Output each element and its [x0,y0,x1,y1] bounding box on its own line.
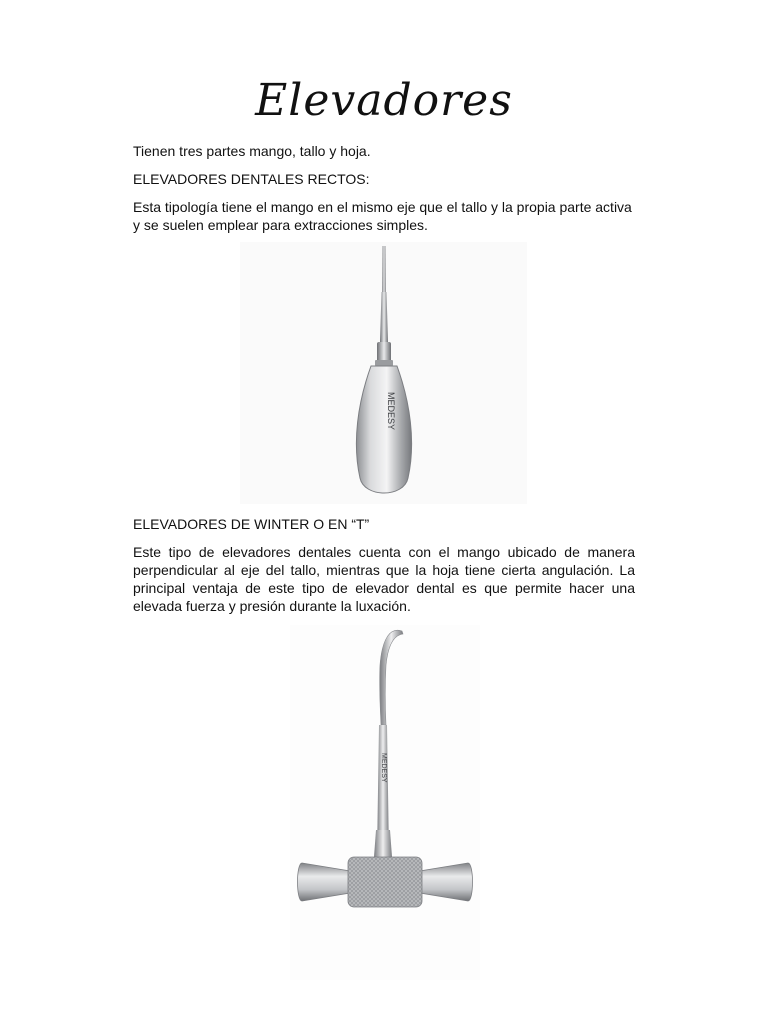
section-body-winter: Este tipo de elevadores dentales cuenta con el mango ubicado de manera perpendicular al eje del tallo, mientras que la hoja tiene cierta angulación. La principal ventaja de este tipo de elevador dental es que permite hacer una elevada fuerza y presión durante la luxación. [133,544,635,614]
t-elevator-image [290,625,480,980]
section-heading-winter: ELEVADORES DE WINTER O EN “T” [133,516,370,532]
t-elevator-engraving: MEDESY [380,753,387,783]
section-body-rectos: Esta tipología tiene el mango en el mismo eje que el tallo y la propia parte activa y se suelen emplear para extracciones simples. [133,199,632,233]
straight-elevator-icon [240,242,527,504]
page-title: Elevadores [255,75,513,126]
straight-elevator-engraving: MEDESY [386,392,396,431]
section-heading-rectos: ELEVADORES DENTALES RECTOS: [133,171,370,187]
straight-elevator-image [240,242,527,504]
t-elevator-icon [290,625,480,980]
intro-paragraph: Tienen tres partes mango, tallo y hoja. [133,143,371,159]
